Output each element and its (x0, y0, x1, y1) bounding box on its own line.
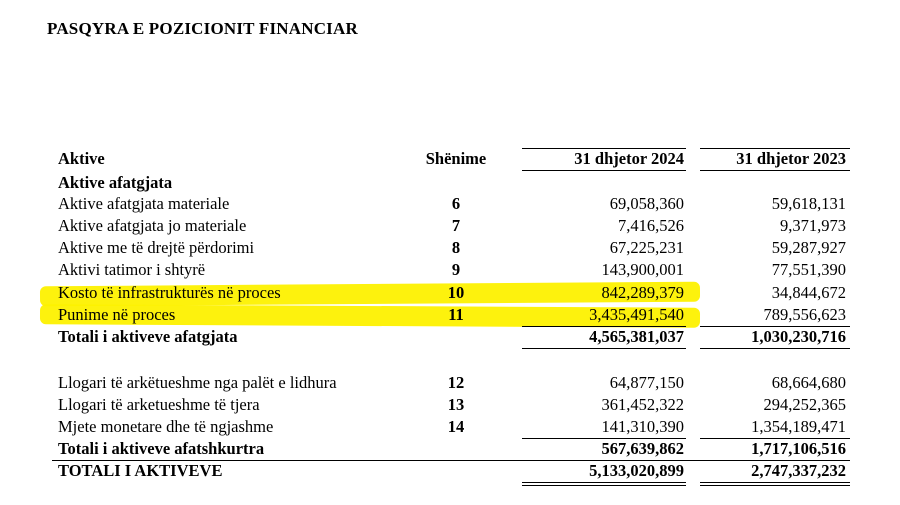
total-label: Totali i aktiveve afatgjata (58, 327, 238, 346)
double-underline-bottom-2023 (700, 485, 850, 486)
row-label: Kosto të infrastrukturës në proces (58, 283, 281, 302)
header-note: Shënime (425, 149, 487, 168)
grand-total-value-2023: 2,747,337,232 (751, 461, 846, 480)
table-row (0, 394, 900, 416)
double-underline-bottom-2024 (522, 485, 686, 486)
row-value-2023: 294,252,365 (763, 395, 846, 414)
row-value-2024: 141,310,390 (601, 417, 684, 436)
row-value-2023: 789,556,623 (763, 305, 846, 324)
row-label: Punime në proces (58, 305, 176, 324)
total-underline-2024 (522, 348, 686, 349)
table-row (0, 215, 900, 237)
row-note: 12 (447, 373, 465, 392)
row-note: 9 (451, 260, 461, 279)
statement-title: PASQYRA E POZICIONIT FINANCIAR (47, 19, 358, 38)
section-heading-label: Aktive afatgjata (58, 173, 173, 192)
row-note: 14 (447, 417, 465, 436)
total-row-current (0, 438, 900, 460)
table-row (0, 259, 900, 281)
header-underline-2024 (522, 170, 686, 171)
row-note: 8 (451, 238, 461, 257)
header-rule-2023 (700, 148, 850, 149)
row-value-2024: 143,900,001 (601, 260, 684, 279)
row-value-2023: 9,371,973 (780, 216, 846, 235)
header-rule-2024 (522, 148, 686, 149)
row-note: 11 (448, 305, 464, 324)
row-label: Llogari të arkëtueshme nga palët e lidhura (58, 373, 337, 392)
double-underline-top-2023 (700, 482, 850, 483)
table-row (0, 193, 900, 215)
row-value-2023: 59,618,131 (771, 194, 846, 213)
row-value-2023: 1,354,189,471 (751, 417, 846, 436)
header-underline-2023 (700, 170, 850, 171)
row-value-2023: 59,287,927 (771, 238, 846, 257)
total-row-assets (0, 460, 900, 482)
total-value-2023: 1,030,230,716 (751, 327, 846, 346)
double-underline-top-2024 (522, 482, 686, 483)
table-row (0, 304, 900, 326)
section-heading-noncurrent (0, 172, 900, 194)
row-note: 13 (447, 395, 465, 414)
header-label: Aktive (58, 149, 105, 168)
header-row (0, 148, 900, 170)
row-value-2024: 3,435,491,540 (589, 305, 684, 324)
table-row (0, 237, 900, 259)
total-value-2023: 1,717,106,516 (751, 439, 846, 458)
row-note: 10 (447, 283, 465, 302)
table-row (0, 416, 900, 438)
row-label: Llogari të arketueshme të tjera (58, 395, 260, 414)
grand-total-value-2024: 5,133,020,899 (589, 461, 684, 480)
grand-total-label: TOTALI I AKTIVEVE (58, 461, 223, 480)
total-value-2024: 567,639,862 (601, 439, 684, 458)
total-label: Totali i aktiveve afatshkurtra (58, 439, 265, 458)
row-value-2024: 7,416,526 (618, 216, 684, 235)
total-underline-2023 (700, 348, 850, 349)
table-row (0, 282, 900, 304)
row-label: Aktivi tatimor i shtyrë (58, 260, 206, 279)
row-value-2023: 68,664,680 (771, 373, 846, 392)
row-label: Aktive me të drejtë përdorimi (58, 238, 255, 257)
row-label: Aktive afatgjata materiale (58, 194, 230, 213)
row-label: Mjete monetare dhe të ngjashme (58, 417, 274, 436)
row-value-2024: 842,289,379 (601, 283, 684, 302)
table-row (0, 372, 900, 394)
row-value-2024: 67,225,231 (609, 238, 684, 257)
row-label: Aktive afatgjata jo materiale (58, 216, 247, 235)
row-note: 7 (451, 216, 461, 235)
header-year-2024: 31 dhjetor 2024 (574, 149, 684, 168)
row-note: 6 (451, 194, 461, 213)
row-value-2023: 77,551,390 (771, 260, 846, 279)
row-value-2024: 69,058,360 (609, 194, 684, 213)
total-value-2024: 4,565,381,037 (589, 327, 684, 346)
row-value-2024: 361,452,322 (601, 395, 684, 414)
total-row-noncurrent (0, 326, 900, 348)
row-value-2023: 34,844,672 (771, 283, 846, 302)
row-value-2024: 64,877,150 (609, 373, 684, 392)
header-year-2023: 31 dhjetor 2023 (736, 149, 846, 168)
